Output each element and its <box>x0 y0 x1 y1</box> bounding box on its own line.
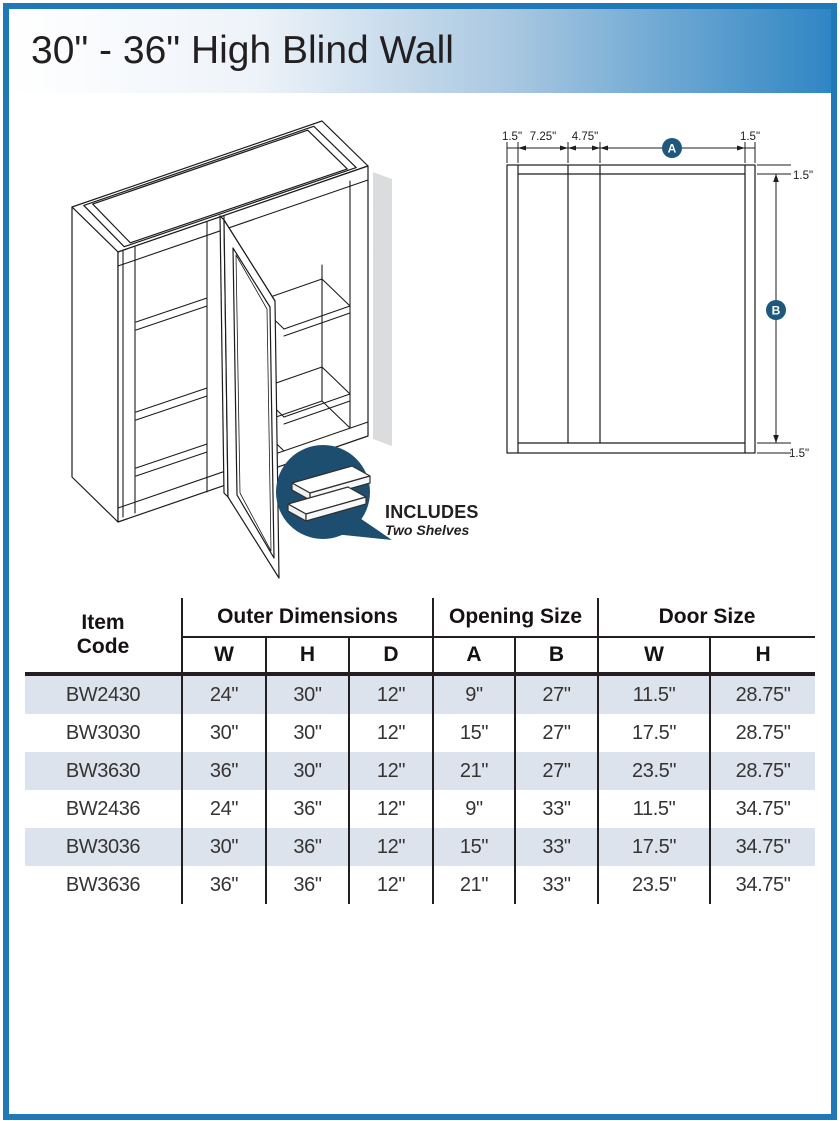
cell-outer-h: 30" <box>266 674 349 714</box>
dim-label-top-rail: 1.5" <box>793 170 814 182</box>
col-header-outer-w: W <box>182 637 266 674</box>
diagram-arrowheads <box>518 146 779 444</box>
includes-badge-text <box>385 503 479 538</box>
cell-door-h: 28.75" <box>710 752 815 790</box>
header-band <box>9 9 831 93</box>
cell-item-code: BW3036 <box>65 835 141 858</box>
cell-outer-w: 30" <box>182 714 266 752</box>
cell-outer-d: 12" <box>349 752 433 790</box>
page-title: 30" - 36" High Blind Wall <box>31 29 454 72</box>
cell-outer-d: 12" <box>349 714 433 752</box>
dim-badge-b <box>766 300 786 320</box>
cell-door-h: 28.75" <box>710 674 815 714</box>
includes-label: INCLUDES <box>385 502 479 522</box>
table-row <box>25 752 815 790</box>
cell-door-w: 23.5" <box>598 752 710 790</box>
dim-label-blind-width: 7.25" <box>529 131 557 143</box>
cell-door-w: 11.5" <box>598 674 710 714</box>
cell-opening-b: 27" <box>515 674 598 714</box>
dim-label-right-stile: 1.5" <box>739 131 761 143</box>
cell-outer-w: 24" <box>182 790 266 828</box>
col-header-opening-b: B <box>515 637 598 674</box>
cell-door-h: 28.75" <box>710 714 815 752</box>
two-shelves-label: Two Shelves <box>385 521 470 538</box>
cell-door-h: 34.75" <box>710 828 815 866</box>
diagram-dimension-lines <box>507 142 791 453</box>
cell-outer-d: 12" <box>349 828 433 866</box>
cell-item-code: BW3030 <box>65 721 141 744</box>
cell-door-w: 17.5" <box>598 828 710 866</box>
cell-opening-a: 9" <box>433 790 515 828</box>
spec-table <box>25 598 815 904</box>
table-row <box>25 866 815 904</box>
item-code-line1: Item <box>81 610 125 634</box>
cell-door-w: 11.5" <box>598 790 710 828</box>
col-header-door-h: H <box>710 637 815 674</box>
table-row <box>25 790 815 828</box>
cell-opening-a: 15" <box>433 828 515 866</box>
cell-door-h: 34.75" <box>710 866 815 904</box>
cell-item-code: BW2430 <box>25 674 182 714</box>
cabinet-isometric-drawing <box>40 105 470 625</box>
cell-outer-h: 36" <box>266 828 349 866</box>
col-header-outer-d: D <box>349 637 433 674</box>
diagram-dimension-labels <box>502 131 813 460</box>
cell-opening-a: 9" <box>433 674 515 714</box>
cell-opening-a: 21" <box>433 866 515 904</box>
cell-outer-w: 24" <box>182 674 266 714</box>
dim-badge-b-letter: B <box>771 303 781 318</box>
cell-outer-w: 30" <box>182 828 266 866</box>
item-code-line2: Code <box>76 635 130 658</box>
dim-badge-a-letter: A <box>667 141 677 156</box>
cell-item-code: BW3636 <box>65 873 141 896</box>
cell-outer-d: 12" <box>349 674 433 714</box>
dimension-diagram <box>470 115 820 475</box>
group-header-door-size: Door Size <box>598 598 815 637</box>
table-row <box>25 828 815 866</box>
col-header-opening-a: A <box>433 637 515 674</box>
cell-outer-d: 12" <box>349 866 433 904</box>
col-header-item-code <box>25 598 182 674</box>
col-header-door-w: W <box>598 637 710 674</box>
cell-outer-h: 30" <box>266 752 349 790</box>
cell-opening-b: 27" <box>515 752 598 790</box>
cell-outer-w: 36" <box>182 866 266 904</box>
dim-label-bottom-rail: 1.5" <box>789 448 810 460</box>
cell-item-code: BW2436 <box>65 797 141 820</box>
cell-outer-d: 12" <box>349 790 433 828</box>
cell-door-w: 23.5" <box>598 866 710 904</box>
cell-outer-h: 36" <box>266 866 349 904</box>
dim-badge-a <box>662 138 682 158</box>
group-header-outer-dimensions: Outer Dimensions <box>182 598 433 637</box>
cell-door-h: 34.75" <box>710 790 815 828</box>
cell-opening-a: 15" <box>433 714 515 752</box>
cell-outer-w: 36" <box>182 752 266 790</box>
includes-badge <box>265 435 400 550</box>
cell-opening-b: 33" <box>515 828 598 866</box>
dim-label-left-stile: 1.5" <box>501 131 523 143</box>
col-header-outer-h: H <box>266 637 349 674</box>
group-header-opening-size: Opening Size <box>433 598 598 637</box>
table-row <box>25 674 815 714</box>
dim-label-blind-return: 4.75" <box>571 131 599 143</box>
cell-opening-b: 33" <box>515 866 598 904</box>
cell-opening-a: 21" <box>433 752 515 790</box>
table-row <box>25 714 815 752</box>
cell-opening-b: 33" <box>515 790 598 828</box>
cell-outer-h: 36" <box>266 790 349 828</box>
cell-opening-b: 27" <box>515 714 598 752</box>
cabinet-shadow <box>373 172 392 446</box>
diagram-cabinet-outline <box>507 165 755 453</box>
table-group-header-row <box>25 598 815 637</box>
cell-outer-h: 30" <box>266 714 349 752</box>
cell-door-w: 17.5" <box>598 714 710 752</box>
cell-item-code: BW3630 <box>65 759 141 782</box>
